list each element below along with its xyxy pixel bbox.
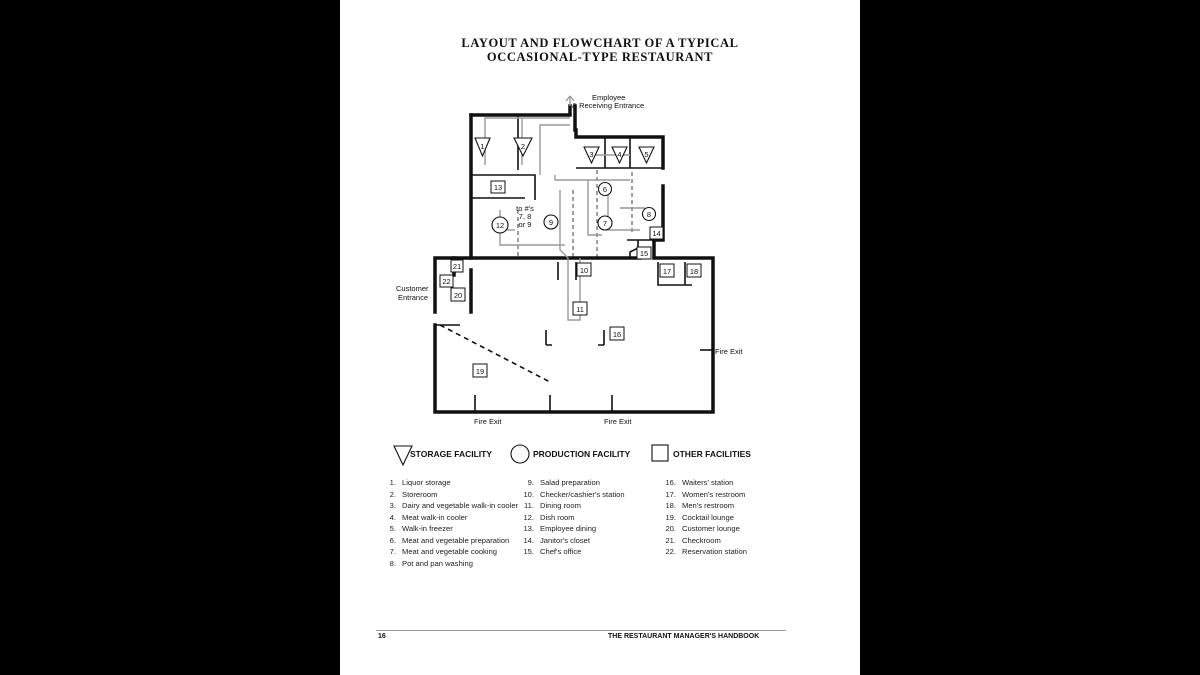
key-item-number: 21. (665, 535, 676, 545)
key-item-number: 7. (389, 547, 396, 556)
key-item-text: Salad preparation (540, 478, 600, 487)
legend-other-label: OTHER FACILITIES (673, 449, 751, 459)
key-item-text: Dining room (540, 501, 581, 510)
key-item-text: Meat walk-in cooler (402, 512, 468, 522)
key-item (380, 477, 518, 489)
key-item-number: 11. (524, 501, 534, 510)
num-13: 13 (493, 183, 503, 192)
num-21: 21 (452, 262, 462, 271)
legend-square-icon (652, 445, 668, 461)
num-5: 5 (644, 150, 649, 159)
title-line-1: LAYOUT AND FLOWCHART OF A TYPICAL (461, 36, 739, 50)
key-item-number: 1. (389, 478, 396, 487)
legend-storage-label: STORAGE FACILITY (410, 449, 493, 459)
key-item (380, 558, 518, 570)
num-7: 7 (602, 219, 608, 228)
key-item (518, 512, 625, 524)
waiters-station-walls (546, 330, 604, 345)
wall-kitchen-north (471, 106, 570, 115)
num-15: 15 (639, 249, 649, 258)
num-11: 11 (576, 305, 584, 314)
num-16: 16 (612, 330, 622, 339)
key-item-text: Dairy and vegetable walk-in cooler (402, 501, 519, 510)
key-item-text: Chef's office (540, 547, 582, 556)
key-item (380, 512, 518, 524)
to-note-3: or 9 (518, 220, 532, 229)
num-20: 20 (453, 291, 463, 300)
num-1: 1 (480, 142, 485, 151)
legend-circle-icon (511, 445, 529, 463)
key-item (380, 535, 518, 547)
key-item (660, 535, 747, 547)
key-item-text: Meat and vegetable cooking (402, 547, 497, 556)
key-item (660, 546, 747, 558)
key-column-3 (660, 477, 747, 558)
employee-entrance-label-1: Employee (592, 93, 626, 102)
key-item-text: Cocktail lounge (682, 512, 734, 522)
customer-entrance-label-1: Customer (396, 284, 429, 293)
num-3: 3 (589, 150, 594, 159)
key-item-number: 12. (523, 512, 534, 522)
key-item-text: Walk-in freezer (402, 524, 453, 533)
key-column-2 (518, 477, 625, 558)
running-head: THE RESTAURANT MANAGER'S HANDBOOK (608, 633, 760, 640)
key-item-number: 19. (665, 512, 676, 522)
key-item (380, 489, 518, 501)
legend-production-label: PRODUCTION FACILITY (533, 449, 631, 459)
num-6: 6 (602, 185, 608, 194)
fire-exit-south-east: Fire Exit (604, 417, 632, 426)
key-item-number: 22. (665, 547, 676, 556)
key-item-text: Waiters' station (682, 478, 734, 487)
key-item-text: Employee dining (540, 524, 597, 533)
key-item-text: Dish room (540, 512, 575, 522)
key-item (660, 500, 747, 512)
key-item (518, 535, 625, 547)
num-17: 17 (662, 267, 672, 276)
key-item-text: Janitor's closet (540, 535, 590, 545)
num-10: 10 (579, 266, 589, 275)
to-note-2: 7, 8 (518, 212, 532, 221)
key-item (518, 489, 625, 501)
key-item (660, 523, 747, 535)
fire-exit-east: Fire Exit (715, 347, 743, 356)
key-item-text: Liquor storage (402, 478, 451, 487)
num-19: 19 (475, 367, 485, 376)
key-item (380, 500, 518, 512)
num-22: 22 (442, 277, 451, 286)
key-item (660, 477, 747, 489)
key-item-text: Pot and pan washing (402, 558, 473, 568)
key-item (660, 512, 747, 524)
fire-exit-south-west: Fire Exit (474, 417, 502, 426)
title-line-2: OCCASIONAL-TYPE RESTAURANT (486, 50, 714, 64)
checker-station-walls (558, 262, 576, 280)
page-number: 16 (378, 633, 386, 640)
key-item-text: Checker/cashier's station (540, 489, 625, 499)
key-item-number: 10. (523, 489, 534, 499)
key-item-number: 6. (389, 535, 396, 545)
customer-entrance-label-2: Entrance (398, 293, 429, 302)
key-item-number: 14. (523, 535, 534, 545)
lounge-divider (440, 325, 550, 382)
key-item-number: 3. (389, 501, 396, 510)
to-note-1: to #'s (516, 204, 534, 213)
num-4: 4 (617, 150, 622, 159)
key-item (518, 477, 625, 489)
key-item-text: Storeroom (402, 489, 438, 499)
key-item-number: 20. (665, 524, 676, 533)
key-item (380, 546, 518, 558)
key-item-number: 5. (389, 524, 396, 533)
key-item (518, 500, 625, 512)
document-page (340, 0, 860, 675)
num-12: 12 (495, 221, 505, 230)
key-item-number: 16. (665, 478, 676, 487)
key-item-number: 17. (665, 489, 676, 499)
num-2: 2 (520, 142, 526, 151)
key-column-1 (380, 477, 518, 569)
key-item-text: Customer lounge (682, 524, 740, 533)
key-item-text: Reservation station (682, 547, 748, 556)
employee-entrance-label-2: & Receiving Entrance (572, 101, 645, 110)
key-item-text: Women's restroom (682, 489, 746, 499)
key-item-number: 4. (389, 512, 396, 522)
num-8: 8 (646, 210, 652, 219)
key-item-number: 8. (389, 558, 396, 568)
key-item-text: Meat and vegetable preparation (402, 535, 510, 545)
key-item-number: 13. (523, 524, 534, 533)
key-item-text: Men's restroom (682, 501, 735, 510)
num-18: 18 (689, 267, 699, 276)
key-item (518, 546, 625, 558)
num-14: 14 (652, 229, 661, 238)
key-item-text: Checkroom (682, 535, 721, 545)
key-item-number: 9. (527, 478, 534, 487)
num-9: 9 (548, 218, 554, 227)
key-item-number: 18. (665, 501, 676, 510)
footer-rule (376, 630, 786, 631)
key-item (380, 523, 518, 535)
key-item (518, 523, 625, 535)
key-item (660, 489, 747, 501)
key-item-number: 2. (389, 489, 396, 499)
key-item-number: 15. (523, 547, 534, 556)
